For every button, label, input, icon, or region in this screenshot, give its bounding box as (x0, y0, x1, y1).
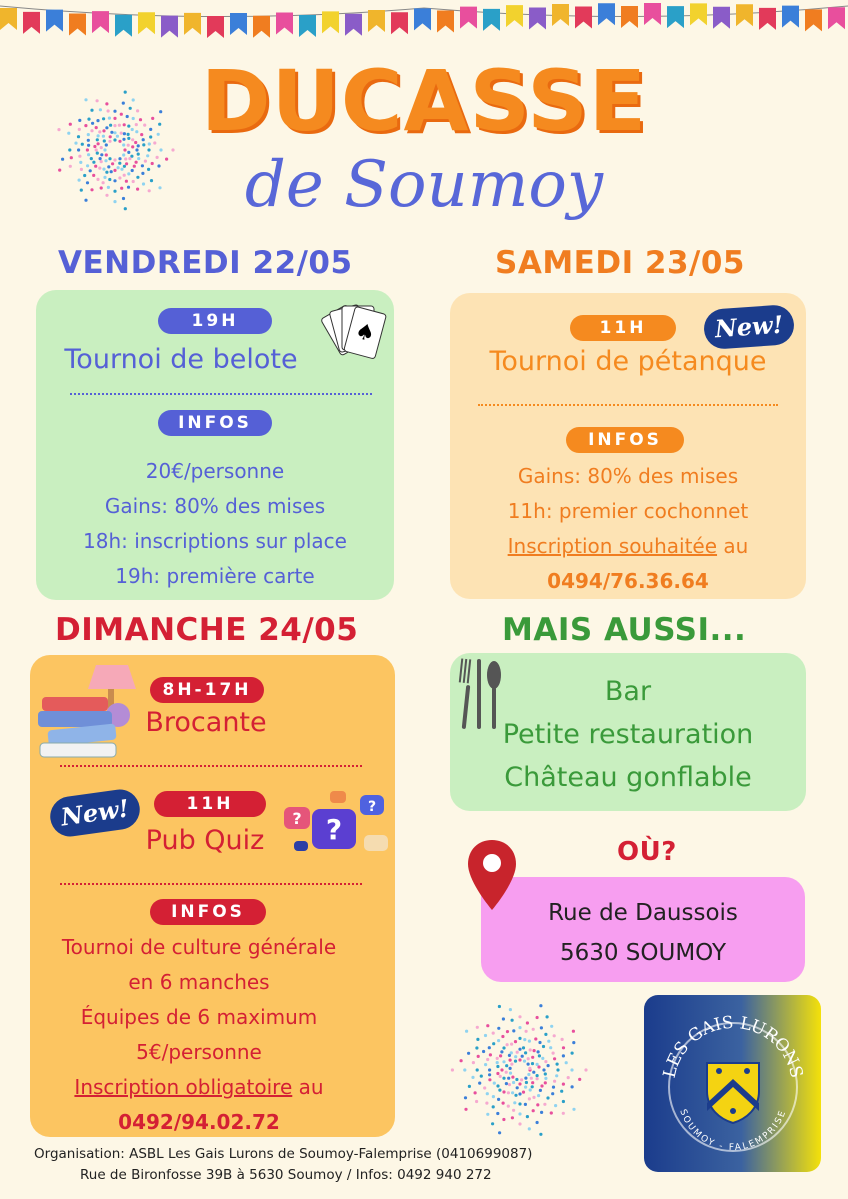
new-badge: New! (703, 304, 796, 350)
sunday-infos-pill: INFOS (150, 899, 266, 925)
gais-lurons-logo (644, 995, 821, 1172)
sunday-registration-suffix: au (292, 1075, 324, 1099)
svg-text:?: ? (325, 813, 343, 846)
sunday-card (30, 655, 395, 1137)
svg-text:?: ? (292, 809, 302, 828)
sunday-info-line: Équipes de 6 maximum (80, 1005, 318, 1029)
sunday-info-line: Tournoi de culture générale (61, 935, 337, 959)
where-heading: OÙ? (617, 837, 677, 867)
sunday-registration-link[interactable]: Inscription obligatoire (74, 1075, 293, 1099)
saturday-event: Tournoi de pétanque (489, 346, 767, 377)
books-lamp-icon (36, 657, 144, 761)
svg-text:♠: ♠ (352, 318, 378, 348)
divider (60, 765, 362, 767)
friday-event: Tournoi de belote (64, 344, 298, 375)
friday-time-pill: 19H (158, 308, 272, 334)
playing-cards-icon (314, 296, 388, 366)
friday-info-line: 20€/personne (145, 459, 285, 483)
friday-card (36, 290, 394, 600)
bunting-decoration (0, 0, 848, 60)
also-item: Château gonflable (504, 762, 752, 793)
quiz-bubbles-icon (278, 787, 392, 865)
friday-heading: VENDREDI 22/05 (58, 245, 353, 281)
friday-info-line: Gains: 80% des mises (104, 494, 326, 518)
footer-address: Rue de Bironfosse 39B à 5630 Soumoy / Infos: 0492 940 272 (80, 1167, 492, 1183)
sunday-heading: DIMANCHE 24/05 (55, 612, 359, 648)
sunday-time2-pill: 11H (154, 791, 266, 817)
sunday-info-line: 5€/personne (136, 1040, 262, 1064)
footer-organisation: Organisation: ASBL Les Gais Lurons de Soumoy-Falemprise (0410699087) (34, 1146, 533, 1162)
saturday-card (450, 293, 806, 599)
where-card (481, 877, 805, 982)
also-item: Bar (604, 676, 652, 707)
saturday-phone: 0494/76.36.64 (547, 569, 709, 593)
page-title: DUCASSE (200, 52, 648, 150)
saturday-time-pill: 11H (570, 315, 676, 341)
saturday-registration-suffix: au (717, 534, 749, 558)
firework-bottom (430, 985, 610, 1155)
saturday-heading: SAMEDI 23/05 (495, 245, 746, 281)
where-city: 5630 SOUMOY (559, 940, 727, 966)
sunday-info-line: en 6 manches (128, 970, 270, 994)
friday-info-line: 18h: inscriptions sur place (83, 529, 347, 553)
sunday-phone: 0492/94.02.72 (118, 1110, 280, 1134)
sunday-time1-pill: 8H-17H (150, 677, 264, 703)
svg-text:?: ? (367, 799, 377, 815)
saturday-info-line: 11h: premier cochonnet (507, 499, 749, 523)
saturday-registration-link[interactable]: Inscription souhaitée (507, 534, 718, 558)
logo-bottom-text: SOUMOY - FALEMPRISE (677, 1108, 789, 1154)
also-card (450, 653, 806, 811)
friday-infos-pill: INFOS (158, 410, 272, 436)
divider (478, 404, 778, 406)
sunday-event2: Pub Quiz (145, 825, 265, 856)
logo-top-text: LES GAIS LURONS (659, 1012, 807, 1080)
also-item: Petite restauration (502, 719, 754, 750)
also-heading: MAIS AUSSI... (502, 612, 747, 648)
page-subtitle: de Soumoy (244, 148, 604, 222)
where-street: Rue de Daussois (548, 900, 738, 926)
sunday-event1: Brocante (145, 707, 267, 738)
map-pin-icon (466, 838, 518, 912)
divider (70, 393, 372, 395)
new-badge: New! (48, 787, 143, 839)
saturday-info-line: Gains: 80% des mises (517, 464, 739, 488)
saturday-infos-pill: INFOS (566, 427, 684, 453)
divider (60, 883, 362, 885)
friday-info-line: 19h: première carte (115, 564, 315, 588)
